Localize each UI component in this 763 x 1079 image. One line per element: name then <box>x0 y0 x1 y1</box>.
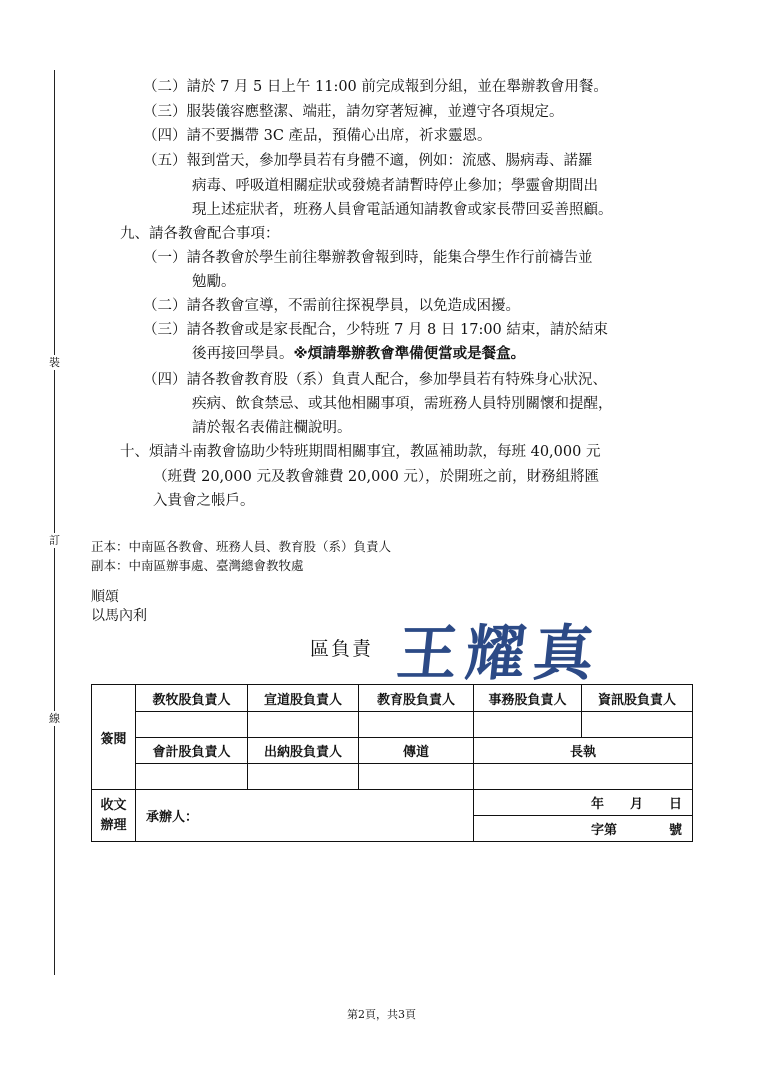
s9-item-3-line-1: （三）請各教會或是家長配合，少特班 7 月 8 日 17:00 結束，請於結束 <box>143 322 608 338</box>
section-9-heading: 九、請各教會配合事項： <box>120 226 280 242</box>
sign-cell[interactable] <box>359 764 474 790</box>
binding-line <box>54 70 55 975</box>
handler-field[interactable]: 承辦人： <box>136 790 474 842</box>
header-accounting: 會計股負責人 <box>136 738 248 764</box>
s9-item-4-line-1: （四）請各教會教育股（系）負責人配合，參加學員若有特殊身心狀況、 <box>143 372 607 388</box>
sign-cell[interactable] <box>582 712 693 738</box>
header-it: 資訊股負責人 <box>582 685 693 712</box>
header-preacher: 傳道 <box>359 738 474 764</box>
closing-greeting: 順頌 <box>91 589 119 605</box>
sign-cell[interactable] <box>474 712 582 738</box>
s9-item-2-line: （二）請各教會宣導，不需前往探視學員，以免造成困擾。 <box>143 298 520 314</box>
sign-cell[interactable] <box>248 764 359 790</box>
item-5-line-1: （五）報到當天，參加學員若有身體不適，例如：流感、腸病毒、諾羅 <box>143 153 593 169</box>
signer-title: 區負責 <box>310 638 374 660</box>
receive-label: 收文辦理 <box>92 790 136 842</box>
item-5-line-2: 病毒、呼吸道相關症狀或發燒者請暫時停止參加；學靈會期間出 <box>192 178 598 194</box>
s9-item-1-line-1: （一）請各教會於學生前往舉辦教會報到時，能集合學生作行前禱告並 <box>143 250 593 266</box>
s9-item-1-line-2: 勉勵。 <box>192 274 236 290</box>
item-2-line: （二）請於 7 月 5 日上午 11:00 前完成報到分組，並在舉辦教會用餐。 <box>143 79 608 95</box>
item-4-line: （四）請不要攜帶 3C 產品，預備心出席，祈求靈恩。 <box>143 128 492 144</box>
date-field: 年 月 日 <box>474 790 693 816</box>
s9-item-3-text: 後再接回學員。 <box>192 346 294 362</box>
section-10-line-3: 入貴會之帳戶。 <box>153 493 255 509</box>
s9-item-4-line-2: 疾病、飲食禁忌、或其他相關事項，需班務人員特別關懷和提醒， <box>192 396 613 412</box>
page-number: 第2頁，共3頁 <box>347 1008 416 1021</box>
header-elders: 長執 <box>474 738 693 764</box>
number-field: 字第 號 <box>474 816 693 842</box>
binding-mark-zhuang: 裝 <box>49 356 60 369</box>
cc-recipients: 副本：中南區辦事處、臺灣總會教牧處 <box>91 558 304 573</box>
sign-off-table <box>91 684 693 842</box>
sign-cell[interactable] <box>136 764 248 790</box>
binding-mark-ding: 訂 <box>49 534 60 547</box>
header-cashier: 出納股負責人 <box>248 738 359 764</box>
main-recipients: 正本：中南區各教會、班務人員、教育股（系）負責人 <box>91 539 392 554</box>
section-10-line-2: （班費 20,000 元及教會雜費 20,000 元），於開班之前，財務組將匯 <box>153 469 600 485</box>
header-mission: 宣道股負責人 <box>248 685 359 712</box>
bento-note: ※煩請舉辦教會準備便當或是餐盒。 <box>293 346 526 362</box>
sign-label: 簽閱 <box>92 685 136 790</box>
signature: 王耀真 <box>393 619 606 689</box>
binding-mark-xian: 線 <box>49 712 60 725</box>
closing-emmanuel: 以馬內利 <box>91 608 147 624</box>
sign-cell[interactable] <box>359 712 474 738</box>
item-5-line-3: 現上述症狀者，班務人員會電話通知請教會或家長帶回妥善照顧。 <box>192 202 613 218</box>
header-education: 教育股負責人 <box>359 685 474 712</box>
sign-cell[interactable] <box>474 764 693 790</box>
header-affairs: 事務股負責人 <box>474 685 582 712</box>
sign-cell[interactable] <box>136 712 248 738</box>
sign-cell[interactable] <box>248 712 359 738</box>
item-3-line: （三）服裝儀容應整潔、端莊，請勿穿著短褲，並遵守各項規定。 <box>143 104 564 120</box>
header-pastoral: 教牧股負責人 <box>136 685 248 712</box>
section-10-line-1: 十、煩請斗南教會協助少特班期間相關事宜，教區補助款，每班 40,000 元 <box>120 444 601 460</box>
s9-item-3-line-2 <box>192 344 525 364</box>
s9-item-4-line-3: 請於報名表備註欄說明。 <box>192 420 352 436</box>
